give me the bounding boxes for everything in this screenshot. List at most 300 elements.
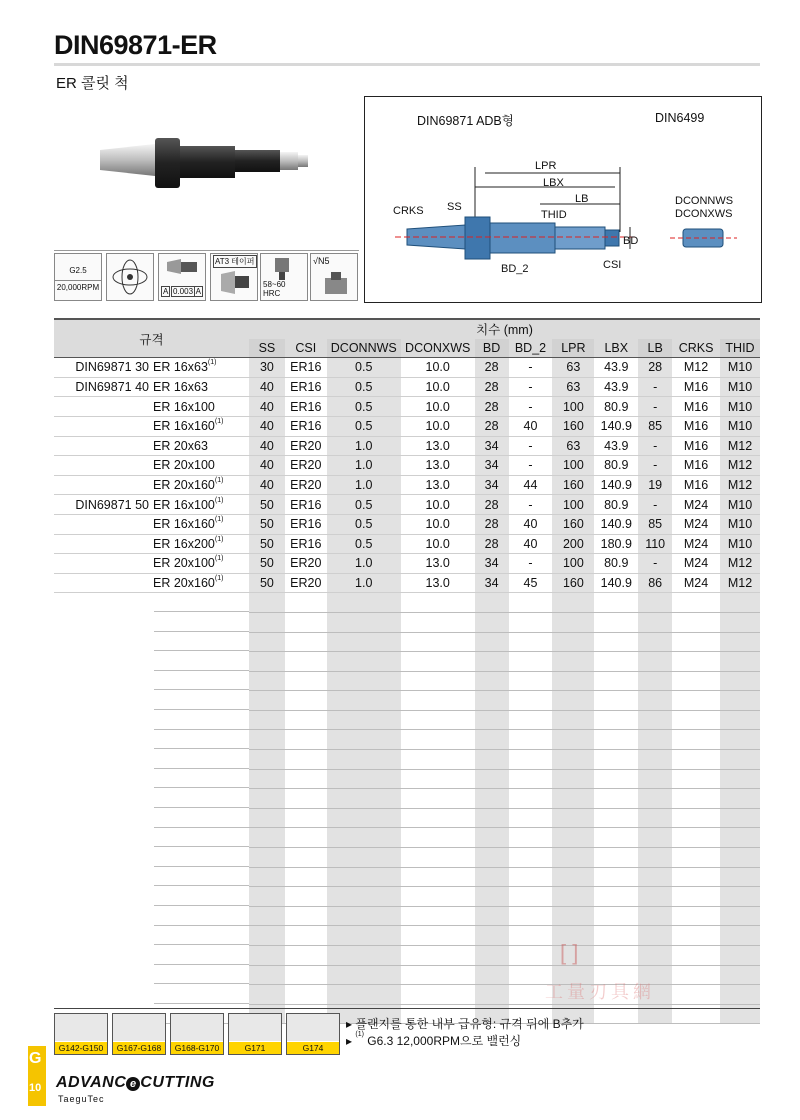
empty-cell [475, 750, 509, 770]
empty-cell [285, 926, 327, 946]
table-cell: - [638, 495, 672, 515]
empty-cell [552, 808, 594, 828]
table-cell: 10.0 [401, 358, 475, 378]
empty-row [54, 730, 760, 750]
empty-cell [401, 867, 475, 887]
table-cell: ER20 [285, 573, 327, 593]
table-cell: 100 [552, 456, 594, 476]
empty-cell [327, 632, 401, 652]
empty-cell [54, 730, 249, 750]
table-cell: 80.9 [594, 554, 638, 574]
footnote-marker: (1) [214, 555, 224, 563]
table-row [54, 495, 760, 515]
empty-cell [509, 946, 553, 966]
empty-cell [54, 946, 249, 966]
empty-cell [249, 750, 285, 770]
watermark-mark: [ ] [560, 940, 579, 965]
table-cell: 30 [249, 358, 285, 378]
empty-cell [638, 652, 672, 672]
column-header: THID [720, 339, 760, 358]
table-cell: ER16 [285, 397, 327, 417]
empty-rule [154, 809, 249, 828]
empty-cell [327, 730, 401, 750]
empty-cell [475, 730, 509, 750]
table-cell: 34 [475, 475, 509, 495]
empty-row [54, 906, 760, 926]
empty-cell [672, 652, 720, 672]
empty-cell [475, 652, 509, 672]
empty-cell [54, 691, 249, 711]
empty-cell [509, 652, 553, 672]
page-title: DIN69871-ER [54, 30, 217, 60]
table-cell: 1.0 [327, 475, 401, 495]
table-cell: 40 [509, 534, 553, 554]
table-cell: ER16 [285, 495, 327, 515]
empty-cell [401, 946, 475, 966]
table-cell: M10 [720, 397, 760, 417]
taper-label: AT3 테이퍼 [215, 257, 255, 266]
empty-cell [285, 691, 327, 711]
empty-cell [401, 789, 475, 809]
empty-cell [54, 769, 249, 789]
title-rule [54, 63, 760, 66]
table-row [54, 475, 760, 495]
empty-cell [327, 769, 401, 789]
spec-size-text: ER 20x160 [153, 576, 215, 591]
table-cell: 1.0 [327, 436, 401, 456]
table-row [54, 397, 760, 417]
table-row [54, 573, 760, 593]
empty-cell [249, 671, 285, 691]
table-cell: M16 [672, 377, 720, 397]
empty-cell [475, 985, 509, 1005]
empty-cell [249, 867, 285, 887]
empty-cell [552, 906, 594, 926]
label-crks: CRKS [393, 205, 424, 217]
table-cell: 28 [475, 495, 509, 515]
empty-cell [594, 730, 638, 750]
spec-size-text: ER 16x200 [153, 536, 215, 551]
spec-size-text: ER 16x63 [153, 360, 208, 375]
spec-size [149, 517, 245, 531]
empty-rule [154, 769, 249, 788]
empty-cell [54, 652, 249, 672]
column-header: DCONNWS [327, 339, 401, 358]
empty-row [54, 946, 760, 966]
label-lb: LB [575, 193, 589, 205]
empty-row [54, 593, 760, 613]
empty-row [54, 867, 760, 887]
table-cell: - [509, 377, 553, 397]
empty-cell [327, 906, 401, 926]
column-header: LPR [552, 339, 594, 358]
empty-cell [672, 946, 720, 966]
empty-cell [672, 632, 720, 652]
empty-row [54, 789, 760, 809]
empty-cell [594, 946, 638, 966]
empty-cell [54, 710, 249, 730]
empty-cell [54, 632, 249, 652]
table-cell: 50 [249, 514, 285, 534]
table-cell: M10 [720, 358, 760, 378]
spec-cell [54, 495, 249, 515]
table-cell: 140.9 [594, 573, 638, 593]
empty-rule [154, 789, 249, 808]
table-cell: 34 [475, 573, 509, 593]
table-row [54, 514, 760, 534]
empty-cell [720, 632, 760, 652]
table-cell: 86 [638, 573, 672, 593]
empty-rule [154, 671, 249, 690]
table-cell: 19 [638, 475, 672, 495]
empty-cell [594, 769, 638, 789]
empty-cell [249, 789, 285, 809]
empty-cell [285, 730, 327, 750]
empty-cell [327, 691, 401, 711]
table-cell: 1.0 [327, 554, 401, 574]
table-cell: 34 [475, 436, 509, 456]
empty-cell [509, 867, 553, 887]
table-cell: 43.9 [594, 358, 638, 378]
empty-cell [720, 671, 760, 691]
empty-cell [401, 965, 475, 985]
column-header: LBX [594, 339, 638, 358]
empty-cell [552, 828, 594, 848]
spec-cell [54, 514, 249, 534]
surface-finish-label: √N5 [313, 256, 330, 266]
note-coolant-text: 플랜지를 통한 내부 급유형: 규격 뒤에 B추가 [355, 1017, 584, 1031]
watermark-text: 工量刃具網 [545, 982, 655, 1002]
ref-screw-icon[interactable] [228, 1013, 282, 1055]
spec-size [149, 478, 245, 492]
empty-cell [401, 848, 475, 868]
table-cell: M16 [672, 416, 720, 436]
column-header: CSI [285, 339, 327, 358]
table-cell: M24 [672, 534, 720, 554]
empty-cell [249, 710, 285, 730]
empty-cell [672, 985, 720, 1005]
empty-cell [249, 808, 285, 828]
empty-rule [154, 652, 249, 671]
table-cell: 28 [475, 534, 509, 554]
table-cell: M12 [672, 358, 720, 378]
empty-cell [720, 808, 760, 828]
empty-cell [475, 789, 509, 809]
ref-wrench-icon[interactable] [286, 1013, 340, 1055]
empty-cell [249, 730, 285, 750]
ref-label: G174 [287, 1042, 339, 1054]
table-cell: 0.5 [327, 416, 401, 436]
empty-cell [54, 593, 249, 613]
empty-row [54, 848, 760, 868]
empty-cell [249, 887, 285, 907]
empty-cell [327, 612, 401, 632]
empty-cell [54, 848, 249, 868]
footnote-marker: (1) [214, 575, 224, 583]
table-cell: 10.0 [401, 514, 475, 534]
empty-cell [509, 887, 553, 907]
column-header: LB [638, 339, 672, 358]
empty-cell [401, 652, 475, 672]
footnote-marker: (1) [214, 496, 224, 504]
brand-e-icon: e [126, 1077, 140, 1091]
empty-cell [249, 926, 285, 946]
empty-cell [401, 730, 475, 750]
empty-cell [249, 612, 285, 632]
empty-row [54, 828, 760, 848]
ref-collet-icon[interactable] [54, 1013, 108, 1055]
empty-cell [552, 750, 594, 770]
table-cell: 13.0 [401, 456, 475, 476]
empty-cell [54, 985, 249, 1005]
empty-cell [475, 769, 509, 789]
table-cell: - [638, 554, 672, 574]
table-cell: 28 [475, 397, 509, 417]
table-cell: ER16 [285, 377, 327, 397]
empty-cell [594, 593, 638, 613]
empty-cell [552, 769, 594, 789]
rotation-icon [106, 253, 154, 301]
table-cell: 13.0 [401, 554, 475, 574]
table-cell: ER16 [285, 534, 327, 554]
empty-cell [285, 965, 327, 985]
empty-cell [672, 848, 720, 868]
empty-rule [154, 848, 249, 867]
empty-cell [285, 593, 327, 613]
table-cell: M24 [672, 554, 720, 574]
empty-cell [672, 926, 720, 946]
empty-cell [475, 691, 509, 711]
table-cell: 13.0 [401, 475, 475, 495]
empty-cell [249, 828, 285, 848]
empty-cell [401, 887, 475, 907]
table-cell: 0.5 [327, 514, 401, 534]
empty-cell [594, 632, 638, 652]
table-cell: M16 [672, 436, 720, 456]
empty-cell [54, 671, 249, 691]
spec-cell [54, 475, 249, 495]
table-cell: 28 [475, 358, 509, 378]
footnote-marker: (1) [214, 535, 224, 543]
table-cell: 80.9 [594, 456, 638, 476]
table-cell: 100 [552, 495, 594, 515]
empty-cell [475, 671, 509, 691]
empty-cell [552, 887, 594, 907]
table-cell: 34 [475, 554, 509, 574]
spec-size [149, 400, 245, 414]
empty-cell [475, 828, 509, 848]
table-cell: 0.5 [327, 397, 401, 417]
empty-cell [285, 887, 327, 907]
table-cell: 13.0 [401, 436, 475, 456]
empty-cell [54, 808, 249, 828]
empty-cell [720, 730, 760, 750]
spec-cell [54, 436, 249, 456]
table-cell: 44 [509, 475, 553, 495]
runout-datum-ref: A [195, 287, 201, 296]
empty-cell [327, 848, 401, 868]
empty-cell [552, 789, 594, 809]
table-cell: - [509, 358, 553, 378]
empty-rule [154, 946, 249, 965]
empty-cell [401, 906, 475, 926]
empty-cell [672, 887, 720, 907]
surface-finish-icon [310, 253, 358, 301]
spec-cell [54, 554, 249, 574]
label-bd: BD [623, 235, 639, 247]
empty-cell [638, 593, 672, 613]
table-row [54, 377, 760, 397]
table-row [54, 436, 760, 456]
empty-rule [154, 867, 249, 886]
empty-row [54, 632, 760, 652]
empty-cell [638, 612, 672, 632]
empty-cell [401, 985, 475, 1005]
table-cell: 80.9 [594, 495, 638, 515]
table-cell: - [509, 456, 553, 476]
empty-cell [672, 906, 720, 926]
spec-size-text: ER 20x160 [153, 478, 215, 493]
table-cell: M24 [672, 573, 720, 593]
spec-size [149, 360, 245, 374]
table-cell: 40 [509, 514, 553, 534]
note-balance-sup: (1) [355, 1031, 364, 1038]
empty-cell [638, 789, 672, 809]
table-cell: - [509, 554, 553, 574]
empty-cell [552, 632, 594, 652]
footnote-marker: (1) [214, 516, 224, 524]
empty-cell [327, 789, 401, 809]
table-cell: 63 [552, 436, 594, 456]
table-cell: 140.9 [594, 475, 638, 495]
label-lbx: LBX [543, 177, 564, 189]
empty-cell [672, 750, 720, 770]
table-cell: 63 [552, 377, 594, 397]
column-header: CRKS [672, 339, 720, 358]
empty-row [54, 769, 760, 789]
table-row [54, 416, 760, 436]
ref-nut-icon[interactable] [112, 1013, 166, 1055]
dimension-diagram [364, 96, 762, 303]
table-cell: M16 [672, 456, 720, 476]
table-cell: M10 [720, 416, 760, 436]
label-dconnws: DCONNWS [675, 195, 734, 207]
empty-cell [54, 906, 249, 926]
table-cell: 0.5 [327, 377, 401, 397]
table-cell: 50 [249, 573, 285, 593]
table-cell: 1.0 [327, 573, 401, 593]
spec-series: DIN69871 40 [75, 380, 149, 395]
empty-cell [327, 828, 401, 848]
empty-cell [475, 612, 509, 632]
label-thid: THID [541, 209, 567, 221]
empty-cell [249, 632, 285, 652]
empty-cell [249, 946, 285, 966]
empty-cell [54, 612, 249, 632]
empty-cell [720, 867, 760, 887]
empty-rule [154, 691, 249, 710]
empty-cell [475, 946, 509, 966]
footnote-marker: (1) [214, 418, 224, 426]
empty-cell [672, 710, 720, 730]
empty-cell [638, 710, 672, 730]
table-cell: 40 [249, 377, 285, 397]
label-lpr: LPR [535, 160, 557, 172]
empty-cell [509, 906, 553, 926]
empty-cell [249, 985, 285, 1005]
empty-cell [285, 710, 327, 730]
table-cell: 85 [638, 416, 672, 436]
table-cell: 13.0 [401, 573, 475, 593]
empty-cell [638, 808, 672, 828]
table-cell: 80.9 [594, 397, 638, 417]
empty-cell [638, 750, 672, 770]
ref-pull-stud-icon[interactable] [170, 1013, 224, 1055]
column-header: BD_2 [509, 339, 553, 358]
spec-size [149, 498, 245, 512]
empty-cell [249, 691, 285, 711]
table-cell: ER20 [285, 456, 327, 476]
table-cell: 10.0 [401, 416, 475, 436]
empty-cell [509, 593, 553, 613]
empty-cell [327, 671, 401, 691]
empty-cell [672, 965, 720, 985]
empty-rule [154, 593, 249, 612]
empty-cell [552, 710, 594, 730]
empty-cell [509, 691, 553, 711]
spec-size-text: ER 20x100 [153, 556, 215, 571]
column-header: BD [475, 339, 509, 358]
spec-cell [54, 416, 249, 436]
empty-cell [285, 848, 327, 868]
balance-grade: G2.5 [69, 266, 87, 275]
empty-cell [54, 867, 249, 887]
empty-cell [475, 848, 509, 868]
label-dconxws: DCONXWS [675, 208, 733, 220]
brand-text: ADVANC [56, 1074, 127, 1091]
empty-cell [638, 632, 672, 652]
empty-cell [672, 612, 720, 632]
table-cell: 40 [249, 456, 285, 476]
empty-cell [401, 828, 475, 848]
empty-cell [285, 985, 327, 1005]
empty-cell [594, 652, 638, 672]
empty-row [54, 612, 760, 632]
empty-cell [509, 750, 553, 770]
table-cell: 85 [638, 514, 672, 534]
table-cell: 45 [509, 573, 553, 593]
table-cell: ER20 [285, 436, 327, 456]
hardness-label: 58~60 HRC [263, 280, 286, 298]
brand-logo [56, 1074, 215, 1092]
diagram-heading-adb: DIN69871 ADB형 [417, 114, 514, 128]
empty-cell [594, 906, 638, 926]
empty-cell [720, 828, 760, 848]
spec-series: DIN69871 30 [75, 360, 149, 375]
table-row [54, 534, 760, 554]
table-row [54, 554, 760, 574]
empty-cell [638, 828, 672, 848]
empty-cell [672, 593, 720, 613]
table-cell: 110 [638, 534, 672, 554]
empty-cell [401, 710, 475, 730]
empty-cell [672, 828, 720, 848]
spec-cell [54, 358, 249, 378]
empty-cell [401, 671, 475, 691]
runout-icon [158, 253, 206, 301]
empty-cell [509, 612, 553, 632]
spec-size-text: ER 20x63 [153, 438, 208, 453]
